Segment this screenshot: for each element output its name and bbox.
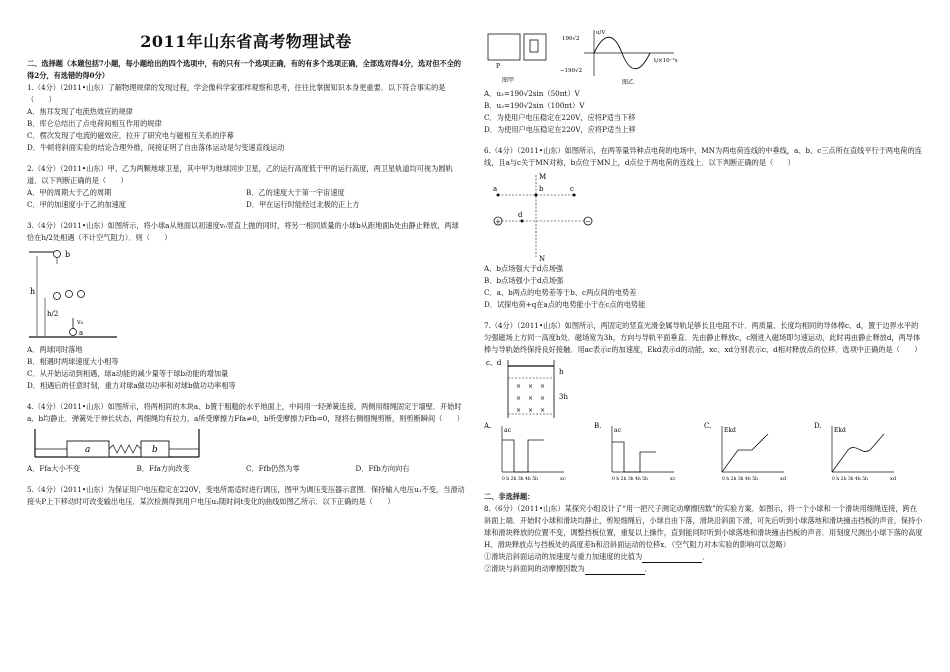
q3-stem: 3.（4分）（2011•山东）如图所示，将小球a从地面以初速度v₀竖直上抛的同时，将另一相同质量的小球b从距地面h处由静止释放，两球恰在h/2处相遇（不计空气阻力）．则（ ） — [27, 221, 459, 242]
svg-text:×: × — [540, 395, 546, 402]
q4-option-b: B．Ffa方向改变 — [136, 464, 190, 473]
q7-stem: 7.（4分）（2011•山东）如图所示，两固定的竖直光滑金属导轨足够长且电阻不计．两质量、长度均相同的导体棒c、d，置于边界水平的匀强磁场上方同一高度h处．磁场宽为3h，方向与导轨平面垂直．先由静止释放c，c刚进入磁场即匀速运动，此时再由静止释放d，两导体棒与导轨始终保持良好接触．用ac表示c的加速度，Ekd表示d的动能，xc、xd分别表示c、d相对释放点的位移．选项中正确的是（ ） — [484, 321, 922, 354]
q2-option-a: A．甲的周期大于乙的周期 — [27, 188, 112, 197]
q7-label-3h: 3h — [559, 393, 568, 401]
q7-ylab-b: ac — [614, 427, 621, 434]
svg-text:×: × — [528, 383, 534, 390]
q6-label-minus: − — [585, 218, 591, 226]
q3-label-a: a — [79, 329, 84, 337]
q7-label-h: h — [559, 368, 564, 376]
q6-stem: 6.（4分）（2011•山东）如图所示，在两等量异种点电荷的电场中，MN为两电荷连线的中垂线，a、b、c三点所在直线平行于两电荷的连线，且a与c关于MN对称，b点位于MN上，d点位于两电荷的连线上．以下判断正确的是（ ） — [484, 146, 922, 167]
q7-graph-a — [484, 422, 566, 482]
q4-figure — [27, 425, 207, 463]
q5-label-ymin: −190√2 — [560, 68, 583, 74]
q5-label-u: u/V — [596, 30, 606, 36]
q7-opt-c: C. — [704, 422, 712, 430]
q6-label-N: N — [539, 255, 546, 263]
q8-line2-text: ②滑块与斜面间的动摩擦因数为 — [484, 564, 585, 573]
q6-option-c: C．a、b两点的电势差等于b、c两点间的电势差 — [484, 288, 637, 297]
q3-option-a: A．两球同时落地 — [27, 345, 83, 354]
q5-label-t: t/×10⁻²s — [654, 58, 678, 64]
left-column — [27, 0, 465, 508]
q4-option-c: C．Ffb仍然为零 — [246, 464, 300, 473]
q7-ylab-c: Ekd — [724, 427, 736, 434]
svg-text:×: × — [540, 407, 546, 414]
q7-ticks-b: 0 h 2h 3h 4h 5h — [612, 477, 648, 482]
q5-label-ymax: 190√2 — [562, 36, 580, 42]
q5-option-b: B．u₂=190√2sin（100πt）V — [484, 101, 585, 110]
q3-label-h2: h/2 — [47, 310, 59, 318]
q6-figure — [484, 169, 604, 263]
svg-text:×: × — [516, 407, 522, 414]
q5-label-yi: 图乙 — [622, 79, 635, 86]
q8-line1 — [484, 551, 924, 563]
q8-line2 — [484, 563, 924, 575]
q6-label-d: d — [518, 211, 523, 219]
q7-ticks-a: 0 h 2h 3h 4h 5h — [502, 477, 538, 482]
q5-figure — [484, 26, 784, 88]
q7-ylab-a: ac — [504, 427, 511, 434]
q3-option-b: B．相遇时两球速度大小相等 — [27, 357, 119, 366]
q6-option-d: D．试探电荷+q在a点的电势能小于在c点的电势能 — [484, 300, 646, 309]
q8-blank-2[interactable] — [585, 565, 645, 575]
svg-text:×: × — [528, 395, 534, 402]
q6-option-b: B．b点场强小于d点场强 — [484, 276, 564, 285]
svg-text:×: × — [528, 407, 534, 414]
q5-stem: 5.（4分）（2011•山东）为保证用户电压稳定在220V，变电所需适时进行调压，图甲为调压变压器示意图．保持输入电压u₁不变，当滑动接头P上下移动时可改变输出电压．某次检测得到用户电压u₂随时间t变化的曲线如图乙所示．以下正确的是（ ） — [27, 485, 465, 506]
q4-stem: 4.（4分）（2011•山东）如图所示，将两相同的木块a、b置于粗糙的水平地面上，中间用一轻弹簧连接，两侧用细绳固定于墙壁．开始时a、b均静止．弹簧处于伸长状态，两细绳均有拉力，a所受摩擦力Ffa≠0，b所受摩擦力Ffb=0，现将右侧细绳剪断，则剪断瞬间（ ） — [27, 402, 464, 423]
q4-label-b: b — [152, 445, 158, 455]
page-title: 2011年山东省高考物理试卷 — [140, 32, 352, 51]
svg-text:×: × — [516, 383, 522, 390]
q3-label-h: h — [30, 287, 36, 296]
q1-option-a: A．焦耳发现了电流热效应的规律 — [27, 107, 133, 116]
q4-label-a: a — [85, 445, 91, 455]
q3-label-b: b — [65, 250, 71, 259]
q5-option-d: D．为使用户电压稳定在220V，应将P适当上移 — [484, 125, 636, 134]
q8-blank-1[interactable] — [642, 553, 702, 563]
q7-ylab-d: Ekd — [834, 427, 846, 434]
svg-text:×: × — [516, 395, 522, 402]
q2-stem: 2.（4分）（2011•山东）甲、乙为两颗地球卫星，其中甲为地球同步卫星，乙的运行高度低于甲的运行高度，两卫星轨道均可视为圆轨道．以下判断正确的是（ ） — [27, 164, 453, 185]
q6-label-M: M — [539, 173, 547, 181]
q1-option-c: C．楞次发现了电流的磁效应，拉开了研究电与磁相互关系的序幕 — [27, 131, 234, 140]
q7-xlab-b: xc — [670, 476, 676, 482]
q2-option-b: B．乙的速度大于第一宇宙速度 — [246, 188, 345, 197]
q7-xlab-a: xc — [560, 476, 566, 482]
q7-graph-b — [594, 422, 676, 482]
q8-line1-end: ． — [702, 552, 710, 561]
q3-label-v0: v₀ — [77, 318, 84, 326]
q5-label-p: P — [496, 63, 501, 70]
q7-xlab-d: xd — [890, 476, 897, 482]
section2-header: 二、非选择题： — [484, 492, 535, 501]
q8-stem: 8.（6分）（2011•山东）某探究小组设计了“用一把尺子测定动摩擦因数”的实验方案．如图示，将一个小球和一个滑块用细绳连接，跨在斜面上端．开始时小球和滑块均静止，剪短细绳后，小球自由下落，滑块沿斜面下滑，可先后听到小球落地和滑块撞击挡板的声音，保持小球和滑块释放的位置不变，调整挡板位置，重复以上操作，直到能同时听到小球落地和滑块撞击挡板的声音．用刻度尺测出小球下落的高度H、滑块释放点与挡板处的高度差h和沿斜面运动的位移x．（空气阻力对本实验的影响可以忽略） — [484, 504, 923, 549]
q7-ticks-c: 0 h 2h 3h 4h 5h — [722, 477, 758, 482]
q7-label-cd: c、d — [486, 359, 502, 367]
q7-ticks-d: 0 h 2h 3h 4h 5h — [832, 477, 868, 482]
ball-b — [54, 251, 61, 258]
q5-option-c: C．为使用户电压稳定在220V，应将P适当下移 — [484, 113, 636, 122]
q6-label-c: c — [570, 185, 574, 193]
q7-opt-b: B. — [594, 422, 602, 430]
q6-label-a: a — [493, 185, 498, 193]
q7-option-graphs — [484, 420, 924, 482]
q2-option-c: C．甲的加速度小于乙的加速度 — [27, 200, 126, 209]
q6-label-plus: + — [495, 218, 501, 226]
q4-option-a: A．Ffa大小不变 — [27, 464, 81, 473]
q3-figure — [27, 244, 147, 344]
q6-option-a: A．b点场强大于d点场强 — [484, 264, 564, 273]
q3-option-c: C．从开始运动到相遇，球a动能的减少量等于球b动能的增加量 — [27, 369, 229, 378]
right-column — [484, 0, 924, 575]
q8-line1-text: ①滑块沿斜面运动的加速度与重力加速度的比值为 — [484, 552, 643, 561]
q5-label-jia: 图甲 — [502, 77, 515, 84]
q7-figure — [484, 356, 584, 420]
q6-label-b: b — [539, 185, 544, 193]
q7-xlab-c: xd — [780, 476, 787, 482]
q2-option-d: D．甲在运行时能经过北极的正上方 — [246, 200, 360, 209]
q1-option-b: B．库仑总结出了点电荷间相互作用的规律 — [27, 119, 162, 128]
q7-opt-a: A. — [484, 422, 492, 430]
q5-option-a: A．u₂=190√2sin（50πt）V — [484, 89, 580, 98]
section1-header: 二、选择题（本题包括7小题，每小题给出的四个选项中，有的只有一个选项正确，有的有多个选项正确，全部选对得4分，选对但不全的得2分，有选错的得0分） — [27, 59, 462, 80]
q7-graph-d — [814, 422, 897, 482]
q1-option-d: D．牛顿将斜面实验的结论合理外推，间接证明了自由落体运动是匀变速直线运动 — [27, 143, 285, 152]
q8-line2-end: ． — [644, 564, 652, 573]
q7-graph-c — [704, 422, 787, 482]
ball-a — [70, 329, 77, 336]
q7-opt-d: D. — [814, 422, 822, 430]
q3-option-d: D．相遇后的任意时刻，重力对球a做功功率和对球b做功功率相等 — [27, 381, 236, 390]
q1-stem: 1.（4分）（2011•山东）了解物理规律的发现过程，学会像科学家那样观察和思考，往往比掌握知识本身更重要．以下符合事实的是（ ） — [27, 83, 446, 104]
svg-text:×: × — [540, 383, 546, 390]
q4-option-d: D．Ffb方向向右 — [355, 464, 410, 473]
